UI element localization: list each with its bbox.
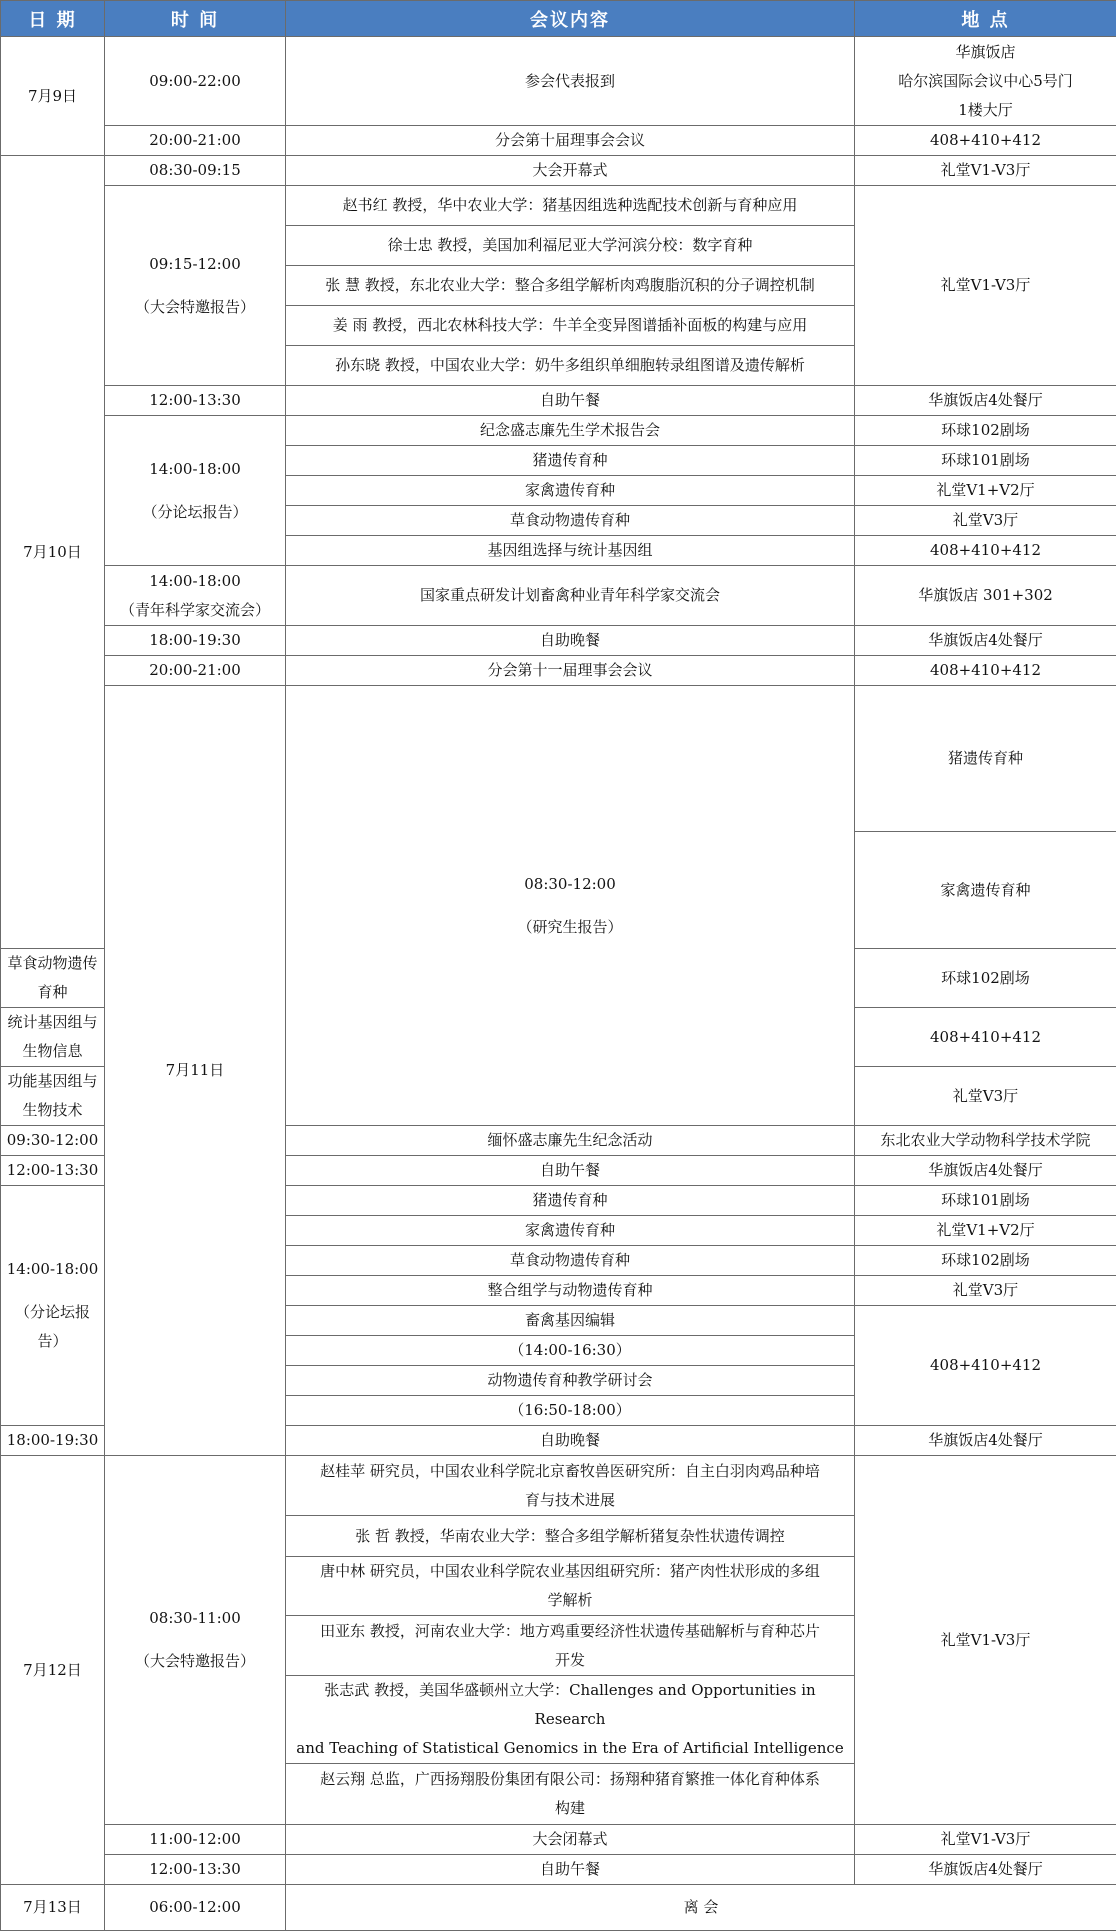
content-cell: 国家重点研发计划畜禽种业青年科学家交流会 — [286, 566, 855, 626]
table-row — [1, 656, 1116, 686]
content-cell: 自助午餐 — [286, 386, 855, 416]
place-cell: 环球101剧场 — [855, 446, 1116, 476]
place-cell: 礼堂V1+V2厅 — [855, 476, 1116, 506]
time-range: 08:30-11:00 — [149, 1609, 241, 1627]
place-cell: 礼堂V1+V2厅 — [855, 1216, 1116, 1246]
time-cell: 06:00-12:00 — [105, 1885, 286, 1931]
place-line: 华旗饭店 — [858, 38, 1113, 67]
place-cell: 礼堂V1-V3厅 — [855, 1456, 1116, 1825]
table-row — [1, 416, 1116, 446]
content-cell: 家禽遗传育种 — [286, 476, 855, 506]
session-type: （分论坛报告） — [142, 503, 247, 521]
date-cell: 7月11日 — [105, 686, 286, 1456]
place-cell: 408+410+412 — [855, 1008, 1116, 1067]
place-cell: 礼堂V3厅 — [855, 1276, 1116, 1306]
content-cell: 纪念盛志廉先生学术报告会 — [286, 416, 855, 446]
content-cell: 大会闭幕式 — [286, 1825, 855, 1855]
talk-cell — [286, 1456, 855, 1516]
content-cell: 动物遗传育种教学研讨会 — [286, 1366, 855, 1396]
talk-line: and Teaching of Statistical Genomics in the Era of Artificial Intelligence — [289, 1734, 851, 1763]
place-cell: 东北农业大学动物科学技术学院 — [855, 1126, 1116, 1156]
content-cell: 猪遗传育种 — [286, 446, 855, 476]
time-cell: 08:30-09:15 — [105, 156, 286, 186]
table-row — [1, 126, 1116, 156]
content-cell: （16:50-18:00） — [286, 1396, 855, 1426]
place-cell: 408+410+412 — [855, 1306, 1116, 1426]
place-cell: 华旗饭店 301+302 — [855, 566, 1116, 626]
table-row — [1, 1885, 1116, 1931]
place-cell: 礼堂V1-V3厅 — [855, 1825, 1116, 1855]
place-cell: 环球102剧场 — [855, 1246, 1116, 1276]
content-cell: 自助午餐 — [286, 1855, 855, 1885]
content-cell: 草食动物遗传育种 — [286, 1246, 855, 1276]
talk-line: 唐中林 研究员，中国农业科学院农业基因组研究所：猪产肉性状形成的多组 — [289, 1557, 851, 1586]
talk-line: 张志武 教授，美国华盛顿州立大学：Challenges and Opportunities in Research — [289, 1676, 851, 1734]
content-cell: 家禽遗传育种 — [286, 1216, 855, 1246]
table-row — [1, 626, 1116, 656]
time-range: 14:00-18:00 — [108, 567, 282, 596]
table-row — [1, 156, 1116, 186]
talk-line: 开发 — [289, 1646, 851, 1675]
table-row — [1, 1855, 1116, 1885]
table-row — [1, 37, 1116, 126]
content-cell: 离 会 — [286, 1885, 1116, 1931]
table-row — [1, 186, 1116, 226]
date-cell: 7月10日 — [1, 156, 105, 949]
place-cell: 礼堂V1-V3厅 — [855, 186, 1116, 386]
time-range: 14:00-18:00 — [149, 460, 241, 478]
session-type: （青年科学家交流会） — [108, 596, 282, 625]
date-cell: 7月13日 — [1, 1885, 105, 1931]
place-cell: 华旗饭店4处餐厅 — [855, 386, 1116, 416]
time-cell — [105, 416, 286, 566]
time-cell — [286, 686, 855, 1126]
content-cell: 功能基因组与生物技术 — [1, 1067, 105, 1126]
time-cell — [105, 1456, 286, 1825]
time-cell: 11:00-12:00 — [105, 1825, 286, 1855]
place-cell: 礼堂V3厅 — [855, 1067, 1116, 1126]
time-range: 08:30-12:00 — [524, 875, 616, 893]
content-cell: 畜禽基因编辑 — [286, 1306, 855, 1336]
talk-line: 赵桂苹 研究员，中国农业科学院北京畜牧兽医研究所：自主白羽肉鸡品种培 — [289, 1457, 851, 1486]
time-cell — [105, 186, 286, 386]
place-cell: 华旗饭店4处餐厅 — [855, 1156, 1116, 1186]
time-cell — [1, 1186, 105, 1426]
content-cell: 草食动物遗传育种 — [1, 949, 105, 1008]
header-date: 日 期 — [1, 1, 105, 37]
time-range: 09:15-12:00 — [149, 255, 241, 273]
header-time: 时 间 — [105, 1, 286, 37]
time-cell: 18:00-19:30 — [1, 1426, 105, 1456]
place-cell — [855, 37, 1116, 126]
time-cell — [105, 566, 286, 626]
talk-cell: 徐士忠 教授，美国加利福尼亚大学河滨分校：数字育种 — [286, 226, 855, 266]
time-cell: 20:00-21:00 — [105, 656, 286, 686]
time-cell: 09:00-22:00 — [105, 37, 286, 126]
content-cell: 参会代表报到 — [286, 37, 855, 126]
place-line: 哈尔滨国际会议中心5号门 — [858, 67, 1113, 96]
place-cell: 环球102剧场 — [855, 949, 1116, 1008]
talk-cell — [286, 1616, 855, 1676]
content-cell: 草食动物遗传育种 — [286, 506, 855, 536]
content-cell: 基因组选择与统计基因组 — [286, 536, 855, 566]
talk-cell — [286, 1676, 855, 1764]
table-row — [1, 566, 1116, 626]
session-type: （大会特邀报告） — [135, 1652, 255, 1670]
content-cell: 自助午餐 — [286, 1156, 855, 1186]
content-cell: 自助晚餐 — [286, 626, 855, 656]
date-cell: 7月12日 — [1, 1456, 105, 1885]
time-cell: 12:00-13:30 — [105, 386, 286, 416]
talk-cell: 张 慧 教授，东北农业大学：整合多组学解析肉鸡腹脂沉积的分子调控机制 — [286, 266, 855, 306]
place-cell: 408+410+412 — [855, 536, 1116, 566]
place-cell: 环球102剧场 — [855, 416, 1116, 446]
header-place: 地 点 — [855, 1, 1116, 37]
time-cell: 09:30-12:00 — [1, 1126, 105, 1156]
time-cell: 18:00-19:30 — [105, 626, 286, 656]
table-row — [1, 1456, 1116, 1516]
talk-line: 构建 — [289, 1794, 851, 1823]
content-cell: 整合组学与动物遗传育种 — [286, 1276, 855, 1306]
content-cell: （14:00-16:30） — [286, 1336, 855, 1366]
content-cell: 分会第十一届理事会会议 — [286, 656, 855, 686]
place-cell: 华旗饭店4处餐厅 — [855, 1855, 1116, 1885]
header-row — [1, 1, 1116, 37]
time-cell: 12:00-13:30 — [1, 1156, 105, 1186]
table-row — [1, 386, 1116, 416]
talk-cell: 赵书红 教授，华中农业大学：猪基因组选种选配技术创新与育种应用 — [286, 186, 855, 226]
place-cell: 礼堂V1-V3厅 — [855, 156, 1116, 186]
content-cell: 自助晚餐 — [286, 1426, 855, 1456]
date-cell: 7月9日 — [1, 37, 105, 156]
place-cell: 408+410+412 — [855, 656, 1116, 686]
content-cell: 猪遗传育种 — [286, 1186, 855, 1216]
time-cell: 12:00-13:30 — [105, 1855, 286, 1885]
content-cell: 大会开幕式 — [286, 156, 855, 186]
talk-cell: 张 哲 教授，华南农业大学：整合多组学解析猪复杂性状遗传调控 — [286, 1516, 855, 1557]
place-cell: 环球101剧场 — [855, 1186, 1116, 1216]
talk-line: 育与技术进展 — [289, 1486, 851, 1515]
content-cell: 缅怀盛志廉先生纪念活动 — [286, 1126, 855, 1156]
place-line: 1楼大厅 — [858, 96, 1113, 125]
time-range: 14:00-18:00 — [7, 1260, 99, 1278]
content-cell: 分会第十届理事会会议 — [286, 126, 855, 156]
session-type: （分论坛报告） — [15, 1303, 90, 1350]
talk-cell: 孙东晓 教授，中国农业大学：奶牛多组织单细胞转录组图谱及遗传解析 — [286, 346, 855, 386]
content-cell: 猪遗传育种 — [855, 686, 1116, 832]
place-cell: 华旗饭店4处餐厅 — [855, 626, 1116, 656]
session-type: （大会特邀报告） — [135, 298, 255, 316]
talk-line: 赵云翔 总监，广西扬翔股份集团有限公司：扬翔种猪育繁推一体化育种体系 — [289, 1765, 851, 1794]
table-row — [1, 686, 1116, 832]
place-cell: 礼堂V3厅 — [855, 506, 1116, 536]
place-cell: 华旗饭店4处餐厅 — [855, 1426, 1116, 1456]
talk-cell — [286, 1764, 855, 1825]
content-cell: 统计基因组与生物信息 — [1, 1008, 105, 1067]
talk-line: 学解析 — [289, 1586, 851, 1615]
place-cell: 408+410+412 — [855, 126, 1116, 156]
header-content: 会议内容 — [286, 1, 855, 37]
content-cell: 家禽遗传育种 — [855, 832, 1116, 949]
session-type: （研究生报告） — [517, 918, 622, 936]
talk-line: 田亚东 教授，河南农业大学：地方鸡重要经济性状遗传基础解析与育种芯片 — [289, 1617, 851, 1646]
table-row — [1, 1825, 1116, 1855]
talk-cell — [286, 1557, 855, 1616]
time-cell: 20:00-21:00 — [105, 126, 286, 156]
talk-cell: 姜 雨 教授，西北农林科技大学：牛羊全变异图谱插补面板的构建与应用 — [286, 306, 855, 346]
